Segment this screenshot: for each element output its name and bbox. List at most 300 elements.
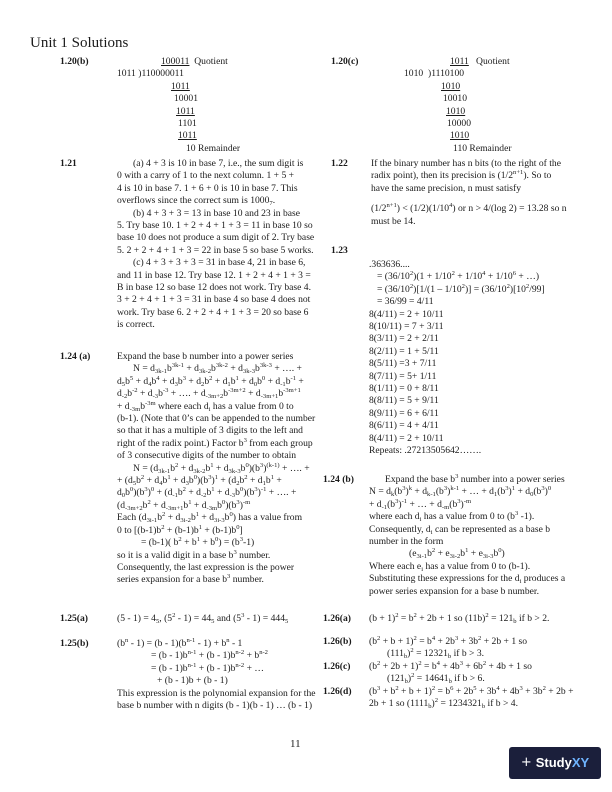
superscript: n-1 xyxy=(186,637,196,644)
math: (b xyxy=(369,661,377,672)
math: b xyxy=(136,475,141,487)
text-line: have the same precision, n must satisfy xyxy=(371,182,522,194)
math: + 2b xyxy=(453,686,474,697)
math: + 3b xyxy=(458,636,479,647)
math: b xyxy=(157,512,162,524)
superscript: 4 xyxy=(482,270,486,278)
superscript: 3 xyxy=(457,497,461,505)
text-line: power series expansion for a base b number. xyxy=(369,585,539,597)
subscript: 4 xyxy=(159,480,163,488)
subscript: b xyxy=(448,678,452,686)
text-line: (a) 4 + 3 is 10 in base 7, i.e., the sum digit is xyxy=(133,158,304,169)
step-line: 1011 xyxy=(176,105,195,117)
superscript: 2 xyxy=(395,685,399,692)
superscript: 0 xyxy=(229,511,233,519)
math: + d xyxy=(178,462,194,474)
math: b xyxy=(493,548,499,560)
subscript: 3k-1 xyxy=(154,368,168,376)
text-line: series expansion for a base b xyxy=(117,574,228,586)
math: d xyxy=(117,375,122,387)
subscript: 3k-2 xyxy=(193,467,206,475)
math: ] xyxy=(239,524,243,536)
math: b xyxy=(142,499,148,511)
subscript: b xyxy=(447,653,452,661)
math: b xyxy=(285,375,291,387)
superscript: 5 xyxy=(473,685,477,692)
superscript: k-1 xyxy=(450,485,460,493)
text-line: number in the form xyxy=(369,536,444,548)
math: b xyxy=(265,475,271,487)
subscript: 3k-3 xyxy=(242,368,256,376)
superscript: 0 xyxy=(498,547,502,555)
superscript: n-1 xyxy=(187,649,197,657)
math: + d xyxy=(159,375,175,387)
subscript: 3i-2 xyxy=(449,553,461,561)
math: + (b-1)b xyxy=(164,524,199,536)
divisor: 1011 xyxy=(117,68,136,80)
math: b xyxy=(125,375,130,387)
math: Each (d xyxy=(117,512,147,524)
superscript: 1 xyxy=(188,498,192,506)
list-item: 8(8/11) = 5 + 9/11 xyxy=(369,395,439,407)
superscript: 3 xyxy=(243,436,247,444)
math: = (b - 1)b xyxy=(151,650,188,662)
superscript: 2 xyxy=(431,685,436,692)
math: - 1) = 444 xyxy=(244,613,285,624)
math: if b > 4. xyxy=(485,698,518,710)
superscript: 3 xyxy=(227,573,231,581)
superscript: 2 xyxy=(485,612,489,619)
list-item: 8(3/11) = 2 + 2/11 xyxy=(369,333,439,345)
subscript: i xyxy=(430,528,433,536)
superscript: -1 xyxy=(401,497,408,505)
text-line: 0 with a carry of 1 to the next column. 1 + 5 + xyxy=(117,170,295,182)
math: = 12321 xyxy=(413,648,448,660)
math: + 2b + 1 so xyxy=(481,636,528,647)
list-item: 8(10/11) = 7 + 3/11 xyxy=(369,321,444,333)
superscript: 6 xyxy=(450,685,454,692)
text-line: ). So to xyxy=(523,170,552,182)
math: + d xyxy=(150,499,166,511)
solution-1-22 xyxy=(371,158,567,228)
subscript: b xyxy=(404,678,408,686)
superscript: 6 xyxy=(512,270,517,278)
math: + …. + d xyxy=(168,388,206,400)
subscript: -2 xyxy=(121,393,128,401)
math: + d xyxy=(186,375,202,387)
math: + b + 1) xyxy=(398,686,432,697)
superscript: n+1 xyxy=(513,169,524,177)
math: b xyxy=(190,512,196,524)
math: + … xyxy=(244,662,264,674)
subscript: 1 xyxy=(493,491,498,499)
math: b xyxy=(205,462,211,474)
math: b xyxy=(427,548,432,560)
superscript: 3 xyxy=(443,485,448,493)
math: + d xyxy=(133,375,149,387)
superscript: 2 xyxy=(451,270,455,278)
logo-text xyxy=(535,754,590,770)
subscript: -3m+1 xyxy=(165,504,184,512)
text-line: (b-1). (Note that 0’s can be appended to the number xyxy=(117,413,316,425)
math: )(b xyxy=(197,475,209,487)
math: ) xyxy=(431,698,435,710)
math: d xyxy=(117,388,122,400)
math: ) xyxy=(263,462,267,474)
math: b xyxy=(177,487,183,499)
studyxy-logo xyxy=(509,747,601,779)
math: + xyxy=(274,475,282,487)
text-line: is correct. xyxy=(117,319,155,331)
logo-accent: XY xyxy=(571,754,590,770)
superscript: 1 xyxy=(167,474,171,482)
math: 2b + 1 so (1111 xyxy=(369,698,429,710)
list-item: 8(7/11) = 5+ 1/11 xyxy=(369,370,437,382)
superscript: 3 xyxy=(514,510,519,518)
label-1-26c: 1.26(c) xyxy=(323,661,351,672)
math: + … + d xyxy=(459,486,494,498)
text-line: (c) 4 + 3 + 3 + 3 = 31 in base 4, 21 in base 6, xyxy=(133,257,306,269)
math: + d xyxy=(144,475,160,487)
math: b xyxy=(206,487,212,499)
superscript: 0 xyxy=(221,498,226,506)
math: + 4b + 1 so xyxy=(486,661,532,672)
math: if b > 6. xyxy=(451,673,485,685)
math: 0 to [(b-1)b xyxy=(117,524,162,536)
step-line: 1010 xyxy=(446,105,466,117)
superscript: 3 xyxy=(236,498,240,506)
text-line: Expand the base b number into a power series xyxy=(117,351,294,362)
math: + (d xyxy=(154,487,173,499)
math: + …. + xyxy=(279,462,310,474)
text-line: -1). xyxy=(518,511,535,523)
math: + d xyxy=(199,512,215,524)
text-line: right of the radix point.) Factor b xyxy=(117,437,244,449)
superscript: 2 xyxy=(413,612,417,619)
superscript: 2 xyxy=(418,660,422,667)
math: + …. + xyxy=(271,363,302,375)
math: ) = (b xyxy=(218,537,240,549)
text-line: so it is a valid digit in a base b xyxy=(117,549,234,561)
superscript: 3 xyxy=(519,685,523,692)
math: + d xyxy=(137,388,153,400)
math: (e xyxy=(409,548,417,560)
math: + b xyxy=(200,537,216,549)
subscript: -3 xyxy=(152,393,159,401)
text-line: Repeats: .27213505642……. xyxy=(369,445,482,457)
superscript: -2 xyxy=(132,387,138,395)
text-line: Substituting these expressions for the d xyxy=(369,573,520,585)
text-line: can be represented as a base b xyxy=(432,523,551,535)
math: b xyxy=(177,375,183,387)
superscript: 3 xyxy=(254,486,258,494)
math: + b xyxy=(244,650,260,662)
label-1-22: 1.22 xyxy=(331,158,348,169)
list-item: 8(4/11) = 2 + 10/11 xyxy=(369,432,444,444)
text-line: where each d xyxy=(369,511,420,523)
subscript: 1 xyxy=(262,480,266,488)
text-line: Consequently, d xyxy=(369,523,431,535)
math: b xyxy=(278,388,284,400)
math: + d xyxy=(238,375,254,387)
remainder: 110 Remainder xyxy=(453,142,512,154)
superscript: 2 xyxy=(178,536,182,544)
text-line: + 1/10 xyxy=(454,271,483,283)
math: = (b - 1)b xyxy=(151,662,188,674)
subscript: 5 xyxy=(132,480,137,488)
subscript: 3i-3 xyxy=(482,553,494,561)
subscript: 5 xyxy=(285,618,289,625)
math: ) xyxy=(508,486,512,498)
step-line: 10001 xyxy=(174,93,198,105)
math: ) xyxy=(407,648,411,660)
math: (b xyxy=(369,636,377,647)
step-line: 1101 xyxy=(178,118,197,130)
math: b xyxy=(151,375,157,387)
subscript: -3m+2 xyxy=(205,393,224,401)
superscript: 1 xyxy=(196,536,200,544)
list-item: 8(5/11) =3 + 7/11 xyxy=(369,358,437,370)
math: + 3b xyxy=(476,686,497,697)
subscript: b xyxy=(428,703,432,711)
math: + (b - 1)b + (b - 1) xyxy=(157,675,228,687)
superscript: 0 xyxy=(245,461,249,469)
list-item: 8(1/11) = 0 + 8/11 xyxy=(369,383,439,395)
superscript: 3 xyxy=(377,685,381,692)
superscript: 0 xyxy=(239,486,244,494)
page-number: 11 xyxy=(290,738,301,750)
math: ) xyxy=(407,673,412,685)
math: ) xyxy=(211,475,215,487)
superscript: 2 xyxy=(377,660,381,667)
subscript: 5 xyxy=(121,380,126,388)
list-item: 8(4/11) = 2 + 10/11 xyxy=(369,308,444,320)
math: b xyxy=(239,475,245,487)
math: + d xyxy=(412,486,428,498)
list-item: 8(6/11) = 4 + 4/11 xyxy=(369,420,439,432)
math: + (d xyxy=(218,475,237,487)
text-line: B in base 12 so base 12 does not work. Try base 4. xyxy=(117,282,311,294)
quotient: 100011 xyxy=(161,56,190,67)
superscript: 4 xyxy=(449,202,453,210)
math: (121 xyxy=(387,673,405,685)
superscript: 2 xyxy=(147,498,151,506)
subscript: 7 xyxy=(269,200,273,208)
math: )(b xyxy=(243,487,255,499)
math: b xyxy=(170,462,176,474)
quotient-label: Quotient xyxy=(476,56,510,67)
list-item: 8(2/11) = 1 + 5/11 xyxy=(369,345,439,357)
math: b xyxy=(223,388,229,400)
superscript: n+1 xyxy=(386,202,397,210)
math: + d xyxy=(369,498,382,510)
math: + e xyxy=(435,548,450,560)
superscript: 3k-3 xyxy=(259,362,272,370)
label-1-20c: 1.20(c) xyxy=(331,56,359,67)
superscript: 2 xyxy=(413,635,417,642)
subscript: -3m+1 xyxy=(260,393,279,401)
dividend: 1110100 xyxy=(431,68,465,80)
superscript: 3 xyxy=(239,536,244,544)
solution-1-24a xyxy=(117,351,315,587)
superscript: 0 xyxy=(129,486,134,494)
subscript: i xyxy=(519,578,522,586)
math: + 4b xyxy=(499,686,520,697)
superscript: 3 xyxy=(455,473,459,480)
solution-1-25a xyxy=(117,613,288,625)
subscript: -2 xyxy=(200,492,207,500)
text-line: )[1/(1 – 1/10 xyxy=(413,283,462,295)
math: = 14641 xyxy=(414,673,449,685)
text-line: = (36/10 xyxy=(377,271,410,283)
math: ) xyxy=(398,498,402,510)
text-line: This expression is the polynomial expansion for the xyxy=(117,687,316,699)
superscript: 2 xyxy=(411,672,415,680)
math: , (5 xyxy=(159,613,173,624)
division-1-20b: 100011 Quotient 1011 )110000011 1011 10001 1011 1101 1011 10 Remainder xyxy=(117,56,241,154)
math: - 1) + b xyxy=(195,638,227,649)
subscript: 4 xyxy=(148,380,152,388)
math: = b xyxy=(416,636,432,647)
math: b xyxy=(224,512,230,524)
subscript: 0 xyxy=(530,491,534,499)
quotient-label: Quotient xyxy=(194,56,228,67)
superscript: 3 xyxy=(505,485,509,493)
subscript: -1 xyxy=(280,380,286,388)
subscript: k xyxy=(390,491,395,499)
superscript: 3k-1 xyxy=(171,362,184,370)
label-1-26b: 1.26(b) xyxy=(323,636,352,647)
label-1-24b: 1.24 (b) xyxy=(323,474,354,485)
math: b xyxy=(460,548,466,560)
subscript: i xyxy=(421,565,424,573)
solution-1-26c xyxy=(369,661,532,686)
subscript: 3k-1 xyxy=(158,467,171,475)
math: b xyxy=(217,499,222,511)
text-line: number. xyxy=(230,574,264,586)
subscript: -3m+2 xyxy=(125,504,143,512)
subscript: -3m xyxy=(129,405,141,413)
text-line: produces a xyxy=(521,573,566,585)
subscript: 2 xyxy=(201,380,205,388)
math: + d xyxy=(117,400,130,412)
step-line: 1011 xyxy=(178,130,197,142)
subscript: 3 xyxy=(174,380,178,388)
subscript: k-1 xyxy=(427,491,436,499)
text-line: overflows since the correct sum is 1000 xyxy=(117,195,270,207)
math: (b xyxy=(533,486,542,498)
superscript: n-1 xyxy=(187,661,197,669)
superscript: 5 xyxy=(129,374,134,382)
text-line: of 3 consecutive digits of the number to obtain xyxy=(117,450,297,462)
step-line: 1010 xyxy=(450,130,470,142)
math: + d xyxy=(245,388,261,400)
math: (5 - 1) = 4 xyxy=(117,613,156,624)
text-line: Consequently, the last expression is the power xyxy=(117,561,295,573)
divisor: 1010 xyxy=(404,68,424,80)
math: + 3b xyxy=(522,686,543,697)
math: + b xyxy=(181,537,197,549)
subscript: 2 xyxy=(236,480,240,488)
solution-1-25b xyxy=(117,638,316,712)
solution-1-26b xyxy=(369,636,527,661)
math: + b xyxy=(380,686,396,697)
text-line: = (36/10 xyxy=(377,283,410,295)
text-line: and 11 in base 12. Try base 12. 1 + 2 + 4 + 1 + 3 = xyxy=(117,269,311,281)
text-line: 5. Try base 10. 1 + 2 + 4 + 1 + 3 = 11 in base 10 so xyxy=(117,220,313,232)
math: has a value from 0 to xyxy=(210,400,294,412)
math: + e xyxy=(468,548,483,560)
subscript: 5 xyxy=(211,618,215,625)
superscript: 2 xyxy=(482,660,487,667)
superscript: 2 xyxy=(172,612,176,619)
math: b xyxy=(158,388,163,400)
math: N = d xyxy=(133,363,155,375)
superscript: 2 xyxy=(182,486,186,494)
superscript: 2 xyxy=(506,282,510,290)
subscript: 3i-1 xyxy=(416,553,428,561)
superscript: 3 xyxy=(541,485,545,493)
math: = 121 xyxy=(488,613,514,624)
label-1-26d: 1.26(d) xyxy=(323,686,352,697)
superscript: 0 xyxy=(150,486,155,494)
superscript: 4 xyxy=(156,374,160,382)
text-line: base b number with n digits (b - 1)(b - 1) … (b - 1) xyxy=(117,700,313,712)
superscript: 1 xyxy=(465,547,469,555)
math: + d xyxy=(191,499,207,511)
subscript: b xyxy=(481,703,486,711)
superscript: n-2 xyxy=(235,649,245,657)
math: b xyxy=(162,475,168,487)
subscript: b xyxy=(403,653,408,661)
label-1-26a: 1.26(a) xyxy=(323,613,351,624)
superscript: 3 xyxy=(259,461,264,469)
math: b xyxy=(204,375,210,387)
math: + 2b xyxy=(435,636,455,647)
subscript: 5 xyxy=(155,618,160,625)
subscript: -m xyxy=(441,503,450,511)
math: ) xyxy=(501,548,505,560)
superscript: 0 xyxy=(547,485,552,493)
superscript: 3 xyxy=(208,474,212,482)
solution-1-26a xyxy=(369,613,549,625)
math: + d xyxy=(185,487,201,499)
superscript: 0 xyxy=(215,536,219,544)
math: + xyxy=(296,375,304,387)
step-line: 10000 xyxy=(447,118,471,130)
math: + d xyxy=(214,487,230,499)
superscript: 3 xyxy=(144,486,148,494)
label-1-23: 1.23 xyxy=(331,245,348,256)
math: b xyxy=(188,475,194,487)
superscript: -1 xyxy=(290,374,297,382)
math: + (b - 1)b xyxy=(196,650,236,662)
text-line: Where each e xyxy=(369,560,422,572)
superscript: 1 xyxy=(270,474,274,482)
text-line: 3 + 2 + 4 + 1 + 3 = 31 in base 4 so base 4 does not xyxy=(117,294,311,306)
solution-1-23 xyxy=(369,259,545,458)
superscript: 2 xyxy=(377,635,381,642)
subscript: 3k-2 xyxy=(198,368,212,376)
superscript: 1 xyxy=(235,374,239,382)
superscript: -3m+2 xyxy=(228,387,246,395)
superscript: 2 xyxy=(409,282,414,290)
math: b xyxy=(230,375,236,387)
math: + d xyxy=(227,363,243,375)
math: = b xyxy=(435,686,451,697)
superscript: n xyxy=(125,637,129,644)
math: (d xyxy=(117,499,125,511)
